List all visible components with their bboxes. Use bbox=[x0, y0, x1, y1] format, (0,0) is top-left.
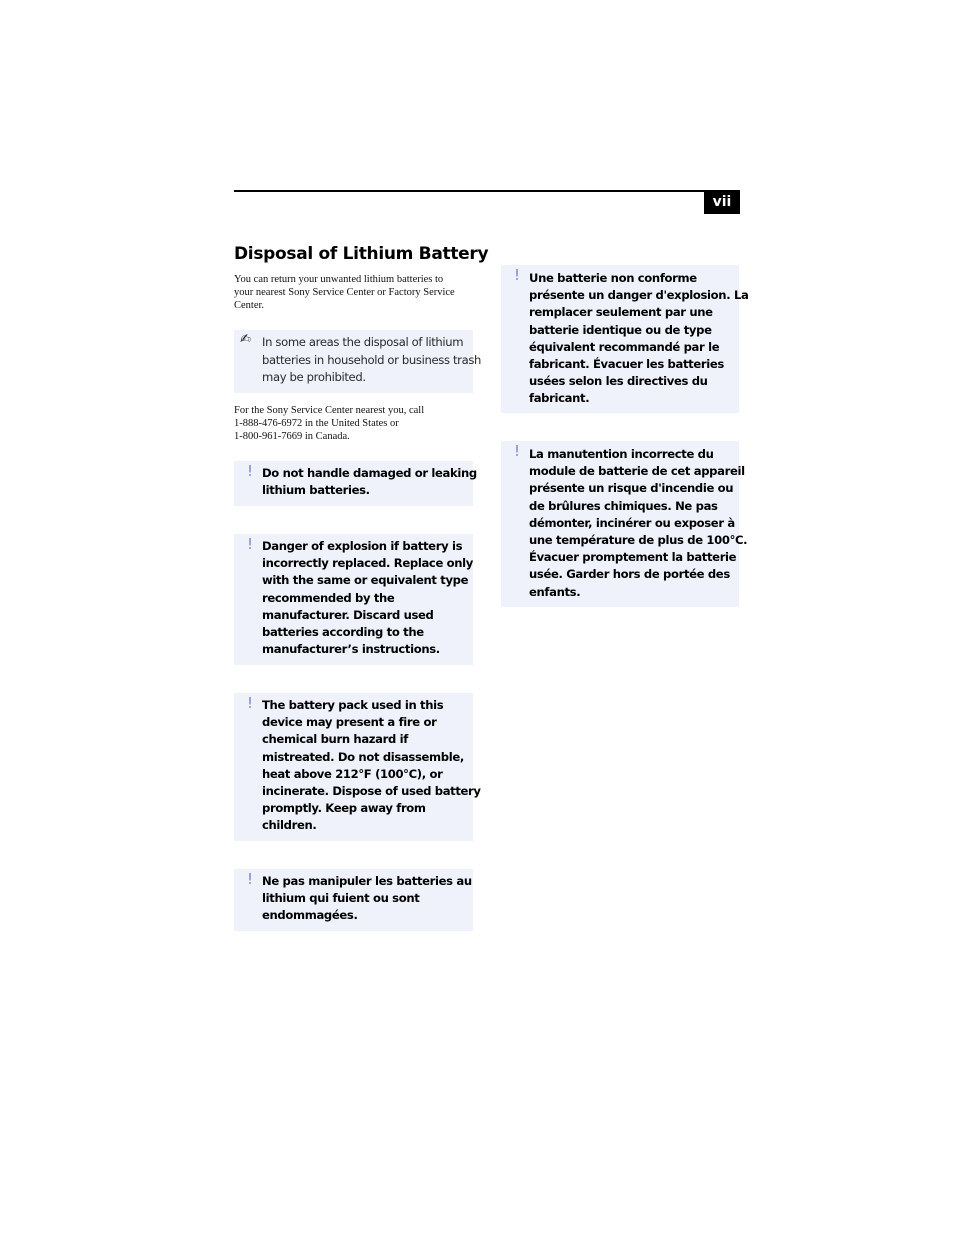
warning-line: recommended by the bbox=[262, 590, 395, 605]
warning-line: heat above 212°F (100°C), or bbox=[262, 766, 443, 781]
warning-line: batteries according to the bbox=[262, 625, 424, 640]
contact-line: For the Sony Service Center nearest you, call bbox=[234, 405, 425, 416]
warning-line: Une batterie non conforme bbox=[529, 271, 697, 285]
warning-line: équivalent recommandé par le bbox=[529, 339, 720, 354]
warning-line: The battery pack used in this bbox=[262, 698, 444, 712]
warning-text bbox=[262, 465, 477, 499]
warning-line: incinerate. Dispose of used battery bbox=[262, 784, 481, 799]
warning-box bbox=[234, 461, 477, 506]
note-line: In some areas the disposal of lithium bbox=[262, 335, 464, 349]
warning-box bbox=[234, 869, 473, 931]
exclamation-icon: ! bbox=[247, 462, 254, 480]
note-box bbox=[234, 330, 482, 393]
warning-line: with the same or equivalent type bbox=[262, 573, 469, 588]
warning-text bbox=[529, 270, 749, 408]
warning-line: La manutention incorrecte du bbox=[529, 447, 714, 461]
warning-line: chemical burn hazard if bbox=[262, 732, 408, 747]
exclamation-icon: ! bbox=[247, 694, 254, 712]
note-line: batteries in household or business trash bbox=[262, 352, 482, 367]
note-line: may be prohibited. bbox=[262, 370, 366, 384]
exclamation-icon: ! bbox=[247, 535, 254, 553]
warning-line: usées selon les directives du bbox=[529, 374, 708, 389]
contact-line: 1-888-476-6972 in the United States or bbox=[234, 418, 399, 429]
page-number: vii bbox=[704, 192, 740, 214]
warning-box bbox=[234, 534, 473, 665]
intro-line: You can return your unwanted lithium batteries to bbox=[234, 274, 444, 285]
warning-text bbox=[262, 538, 474, 658]
header-rule bbox=[234, 190, 740, 192]
warning-line: lithium qui fuient ou sont bbox=[262, 891, 420, 906]
warning-line: Ne pas manipuler les batteries au bbox=[262, 874, 472, 888]
warning-line: Danger of explosion if battery is bbox=[262, 539, 463, 553]
exclamation-icon: ! bbox=[514, 442, 521, 460]
pencil-note-icon: ✍ bbox=[240, 332, 251, 347]
warning-line: module de batterie de cet appareil bbox=[529, 464, 745, 479]
warning-line: présente un risque d'incendie ou bbox=[529, 481, 734, 496]
warning-line: démonter, incinérer ou exposer à bbox=[529, 515, 735, 530]
warning-text bbox=[529, 446, 748, 601]
contact-line: 1-800-961-7669 in Canada. bbox=[234, 431, 350, 442]
intro-paragraph bbox=[234, 273, 474, 312]
contact-paragraph bbox=[234, 404, 474, 443]
warning-line: manufacturer. Discard used bbox=[262, 607, 434, 622]
intro-line: Center. bbox=[234, 300, 265, 311]
intro-line: your nearest Sony Service Center or Factory Service bbox=[234, 287, 455, 298]
warning-line: promptly. Keep away from bbox=[262, 801, 426, 816]
warning-line: children. bbox=[262, 818, 317, 833]
warning-line: device may present a fire or bbox=[262, 715, 437, 730]
warning-line: fabricant. Évacuer les batteries bbox=[529, 357, 724, 372]
section-title: Disposal of Lithium Battery bbox=[234, 244, 489, 264]
note-text bbox=[262, 334, 482, 387]
exclamation-icon: ! bbox=[247, 870, 254, 888]
warning-box bbox=[501, 441, 748, 607]
warning-line: de brûlures chimiques. Ne pas bbox=[529, 498, 718, 513]
warning-line: Do not handle damaged or leaking bbox=[262, 466, 477, 480]
warning-line: usée. Garder hors de portée des bbox=[529, 567, 730, 582]
exclamation-icon: ! bbox=[514, 266, 521, 284]
warning-box bbox=[501, 265, 749, 413]
warning-text bbox=[262, 873, 472, 925]
warning-line: enfants. bbox=[529, 584, 581, 599]
warning-line: présente un danger d'explosion. La bbox=[529, 288, 749, 303]
warning-box bbox=[234, 693, 481, 841]
warning-text bbox=[262, 697, 481, 835]
warning-line: manufacturer’s instructions. bbox=[262, 642, 440, 657]
warning-line: batterie identique ou de type bbox=[529, 322, 712, 337]
warning-line: lithium batteries. bbox=[262, 483, 370, 498]
warning-line: remplacer seulement par une bbox=[529, 305, 713, 320]
warning-line: mistreated. Do not disassemble, bbox=[262, 749, 464, 764]
warning-line: une température de plus de 100°C. bbox=[529, 533, 748, 548]
warning-line: incorrectly replaced. Replace only bbox=[262, 556, 474, 571]
warning-line: fabricant. bbox=[529, 391, 590, 406]
warning-line: endommagées. bbox=[262, 908, 358, 923]
warning-line: Évacuer promptement la batterie bbox=[529, 550, 737, 565]
